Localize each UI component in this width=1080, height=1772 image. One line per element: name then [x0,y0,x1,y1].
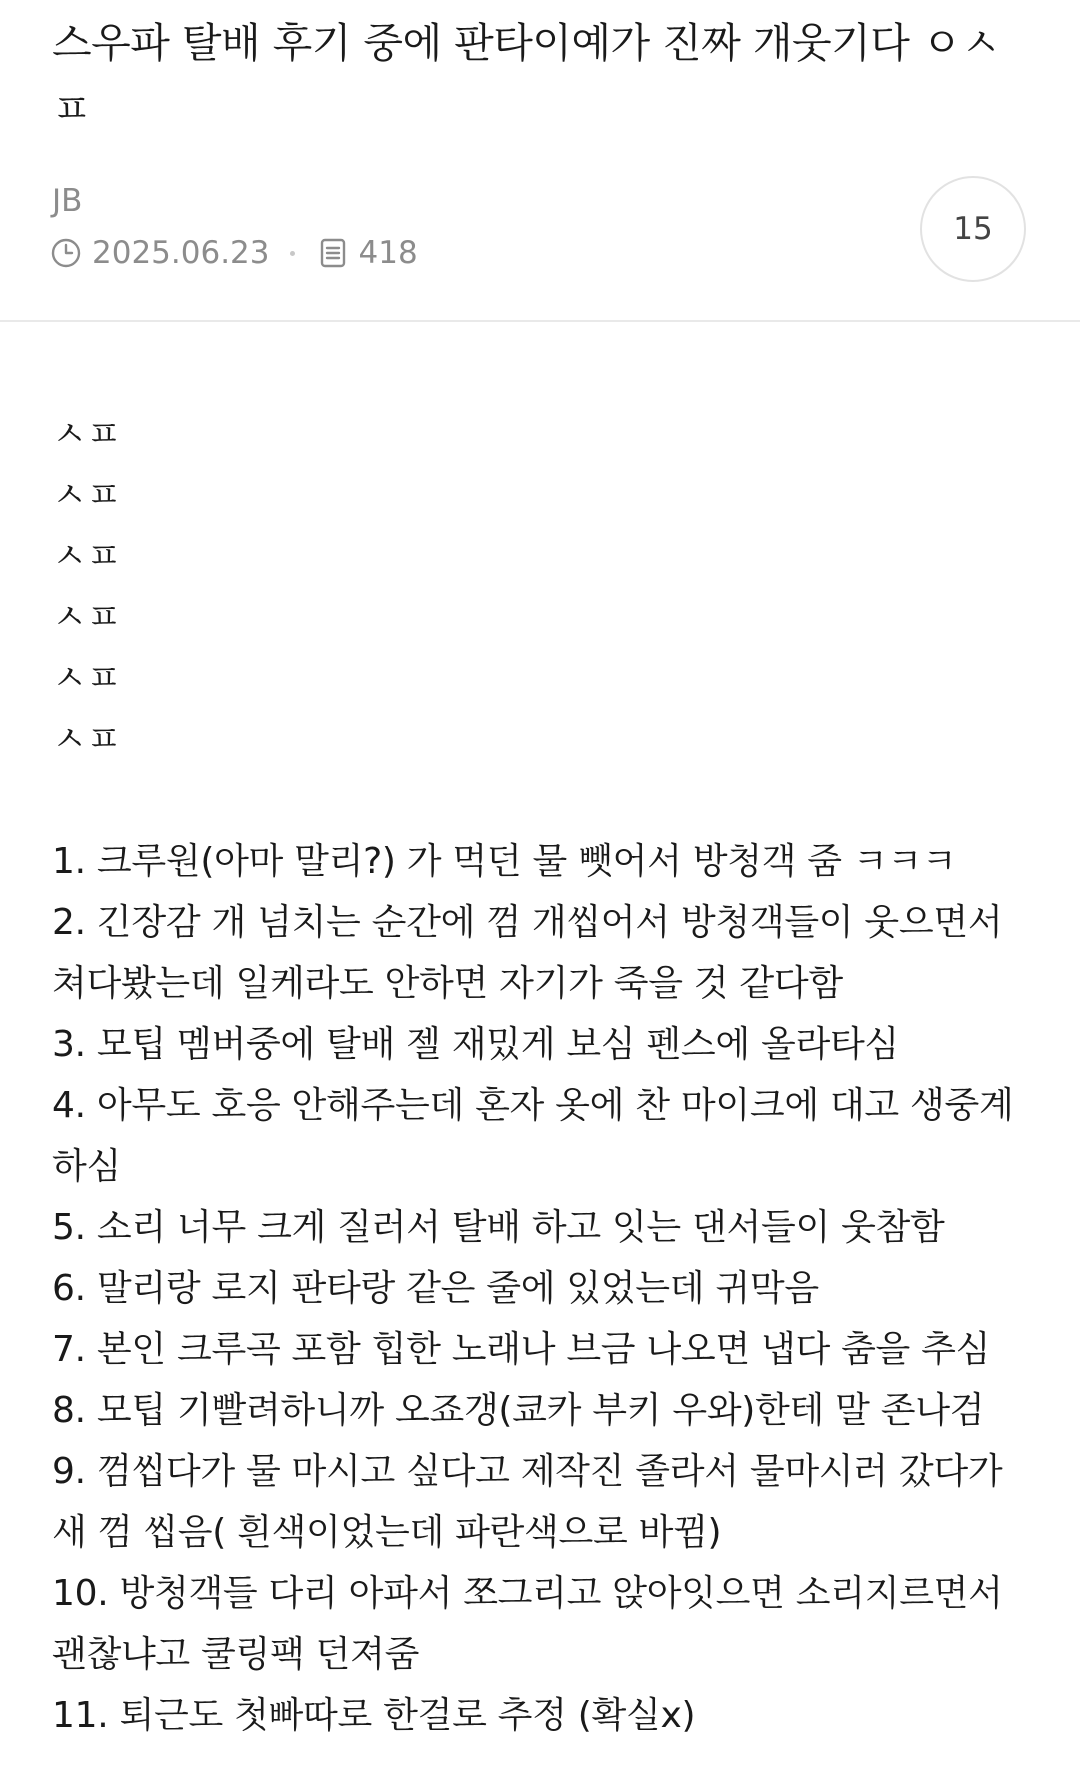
reaction-text: ㅅㅍ [52,475,121,516]
comment-count-button[interactable]: 15 [920,176,1026,282]
list-item: 하심 [52,1146,121,1187]
list-item: 쳐다봤는데 일케라도 안하면 자기가 죽을 것 같다함 [52,963,843,1004]
view-count: 418 [358,235,418,271]
reaction-text: ㅅㅍ [52,719,121,760]
paragraph-spacer [52,770,1027,831]
list-item: 7. 본인 크루곡 포함 힙한 노래나 브금 나오면 냅다 춤을 추심 [52,1329,991,1370]
list-item: 10. 방청객들 다리 아파서 쪼그리고 앉아잇으면 소리지르면서 [52,1573,1003,1614]
post-title: 스우파 탈배 후기 중에 판타이예가 진짜 개웃기다 ㅇㅅㅍ [52,19,1001,133]
list-item: 9. 껌씹다가 물 마시고 싶다고 제작진 졸라서 물마시러 갔다가 [52,1451,1003,1492]
post-meta [50,234,418,272]
list-item: 11. 퇴근도 첫빠따로 한걸로 추정 (확실x) [52,1695,696,1736]
meta-separator [290,251,295,256]
list-item: 6. 말리랑 로지 판타랑 같은 줄에 있었는데 귀막음 [52,1268,819,1309]
list-item: 5. 소리 너무 크게 질러서 탈배 하고 잇는 댄서들이 웃참함 [52,1207,945,1248]
author-name[interactable]: JB [52,183,83,219]
reaction-text: ㅅㅍ [52,536,121,577]
list-item: 3. 모팁 멤버중에 탈배 젤 재밌게 보심 펜스에 올라타심 [52,1024,899,1065]
clock-icon [50,237,82,269]
list-item: 2. 긴장감 개 넘치는 순간에 껌 개씹어서 방청객들이 웃으면서 [52,902,1003,943]
post-body [52,404,1027,1746]
post-date: 2025.06.23 [92,235,270,271]
document-icon [317,237,349,269]
list-item: 괜찮냐고 쿨링팩 던져줌 [52,1634,420,1675]
list-item: 새 껌 씹음( 흰색이었는데 파란색으로 바뀜) [52,1512,722,1553]
reaction-text: ㅅㅍ [52,414,121,455]
reaction-text: ㅅㅍ [52,597,121,638]
post-header [0,0,1080,322]
list-item: 8. 모팁 기빨려하니까 오죠갱(쿄카 부키 우와)한테 말 존나검 [52,1390,985,1431]
list-item: 4. 아무도 호응 안해주는데 혼자 옷에 찬 마이크에 대고 생중계 [52,1085,1014,1126]
list-item: 1. 크루원(아마 말리?) 가 먹던 물 뺏어서 방청객 줌 ㅋㅋㅋ [52,841,957,882]
reaction-text: ㅅㅍ [52,658,121,699]
